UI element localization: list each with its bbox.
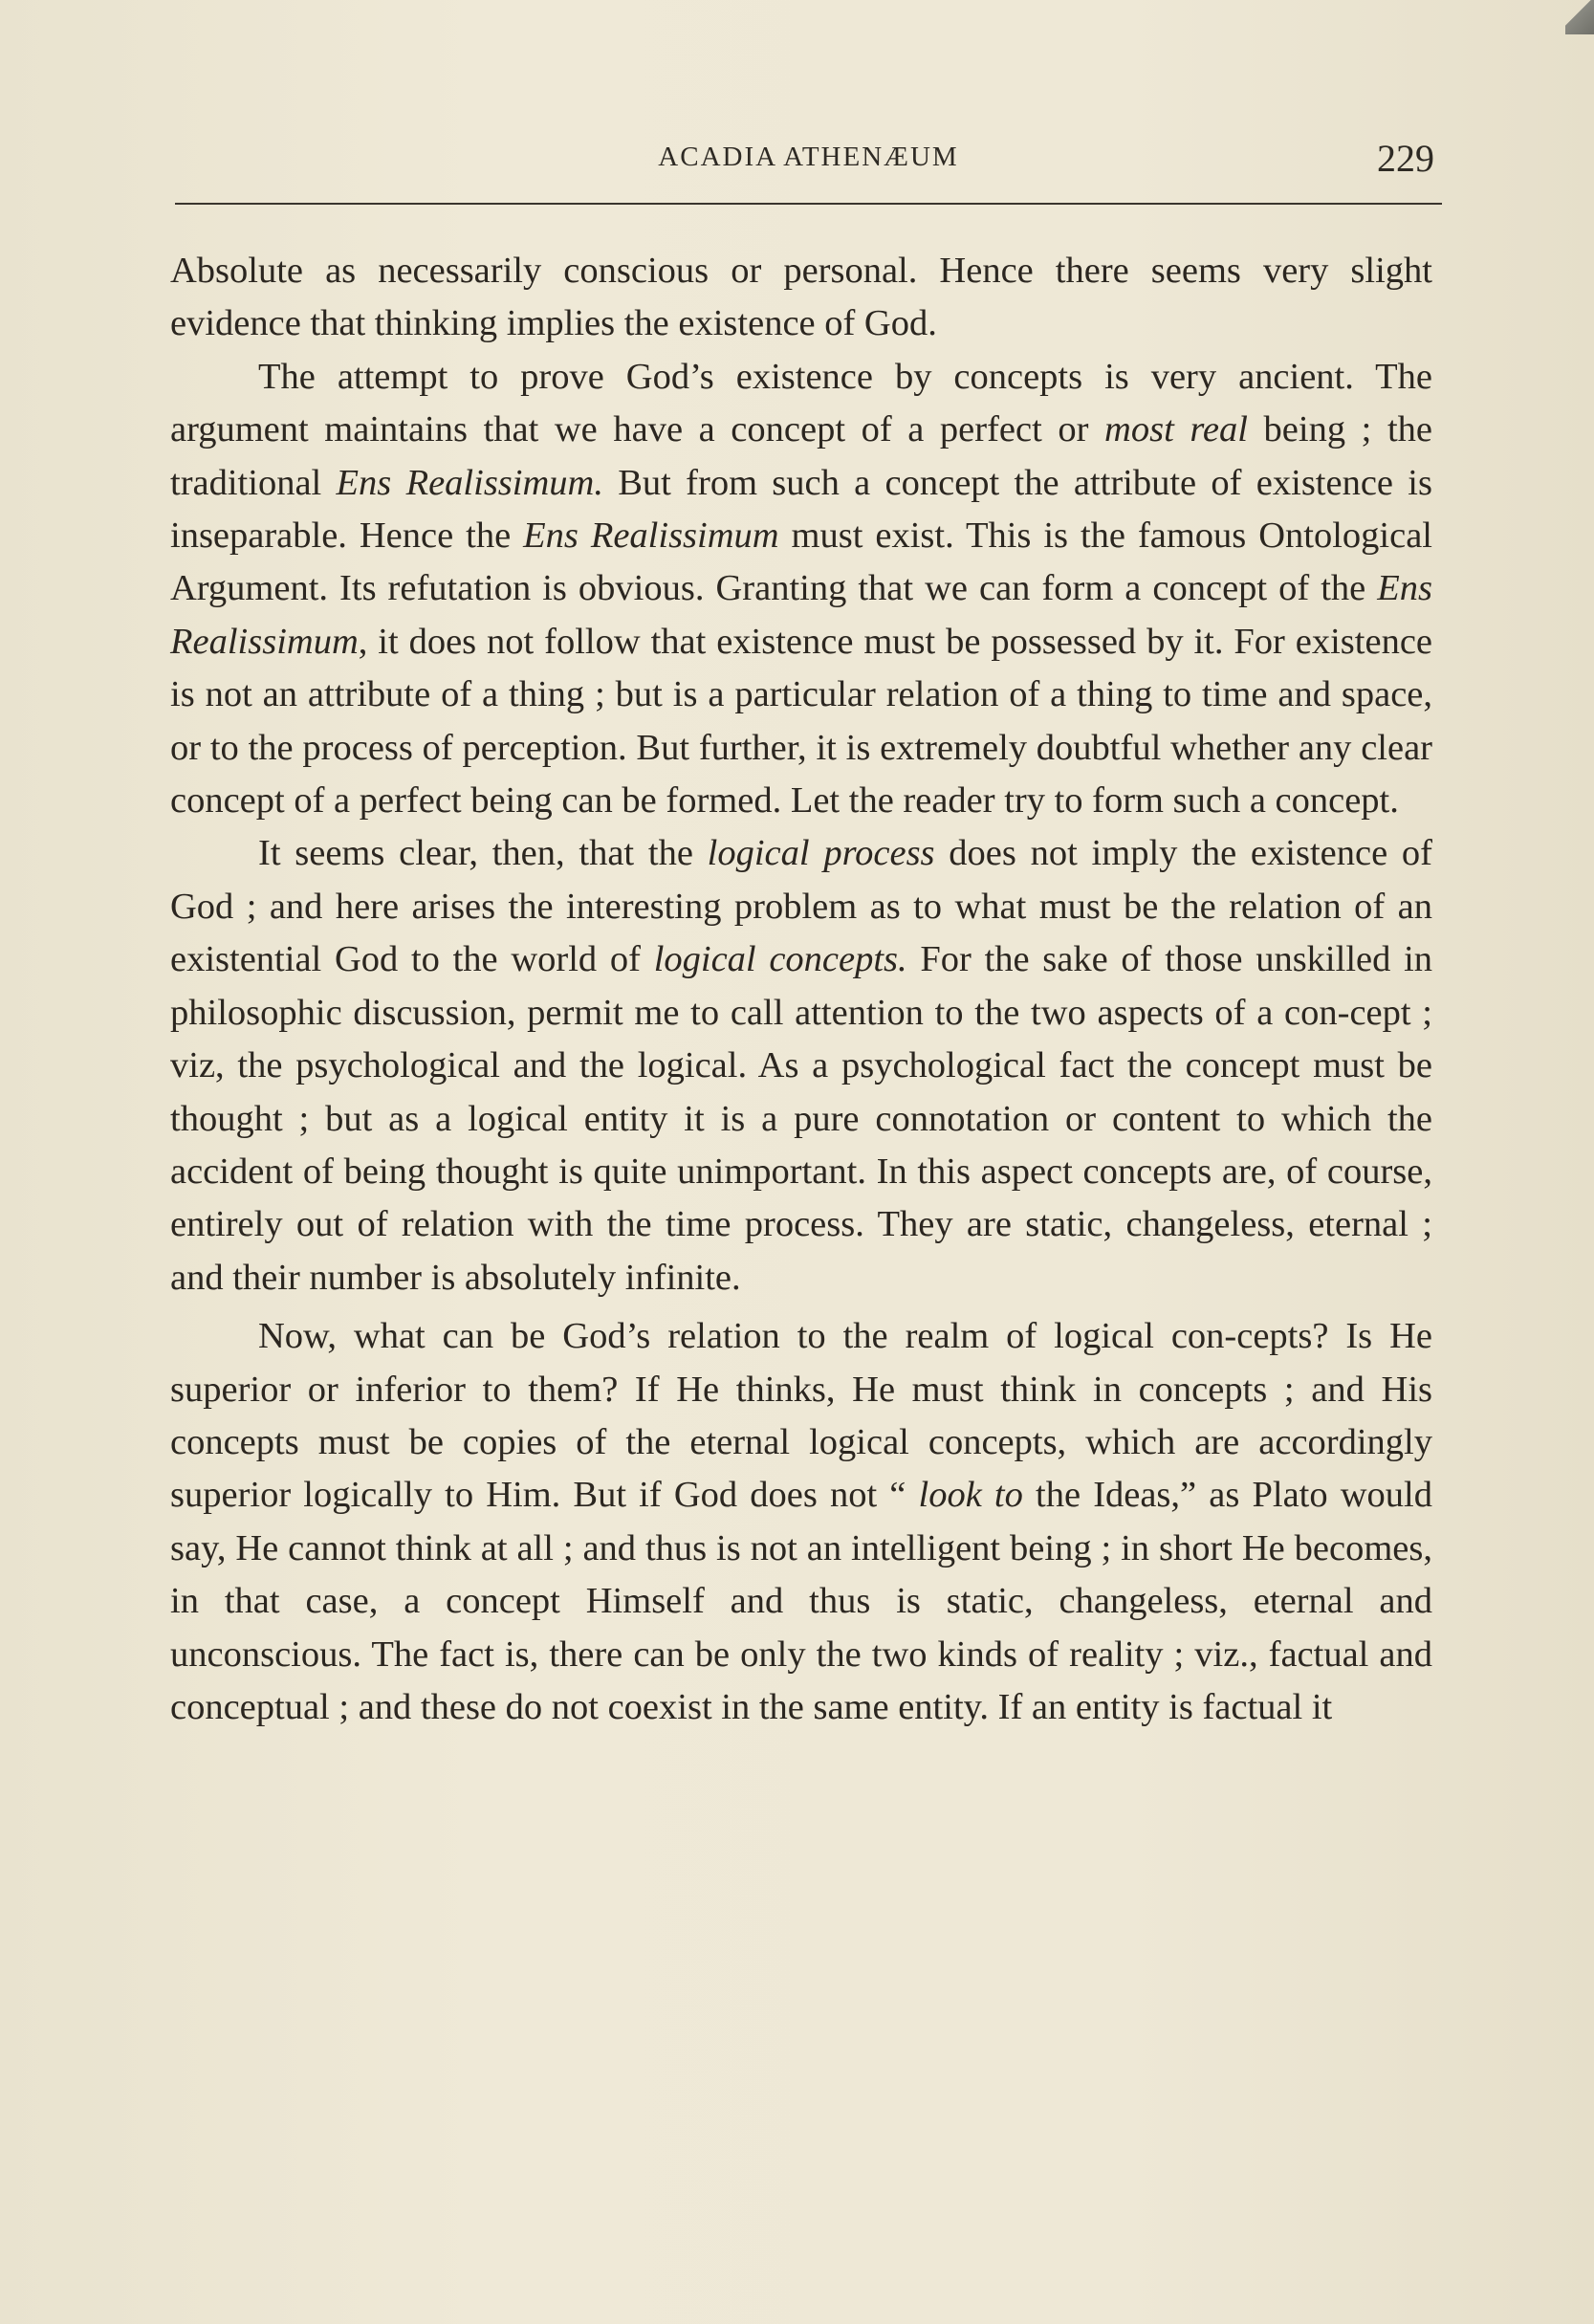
italic-text: logical process (707, 833, 935, 874)
text-run: The attempt to prove God’s existence by concepts is very ancient. The argument maintains that we have a concept of a perfect or (170, 356, 1432, 450)
italic-text: Ens Realissimum. (336, 462, 603, 503)
text-run: the Ideas,” as Plato would say, He cannot think at all ; and thus is not an intelligent being ; in short He becomes, in that case, a concept Himself and thus is static, changeless, eternal and unconscious. The fact is, there can be only the two kinds of reality ; viz., factual and conceptual ; and these do not coexist in the same entity. If an entity is factual it (170, 1475, 1432, 1727)
text-run: must exist. This is the famous Ontological Argument. Its refutation is obvious. Granting that we can form a concept of the (170, 515, 1432, 609)
text-run: Now, what can be God’s relation to the realm of logical con-cepts? Is He superior or inferior to them? If He thinks, He must think in concepts ; and His concepts must be copies of the eternal logical concepts, which are accordingly superior logically to Him. But if God does not “ (170, 1316, 1432, 1516)
italic-text: logical concepts. (653, 939, 907, 980)
text-run: , it does not follow that existence must be possessed by it. For existence is not an attribute of a thing ; but is a particular relation of a thing to time and space, or to the process of perception. But further, it is extremely doubtful whether any clear concept of a perfect being can be formed. Let the reader try to form such a concept. (170, 621, 1432, 822)
italic-text: Ens Realissimum (523, 515, 779, 557)
italic-text: look to (918, 1475, 1023, 1516)
header-rule (175, 203, 1442, 205)
running-head: ACADIA ATHENÆUM (658, 142, 959, 172)
text-run: Absolute as necessarily conscious or personal. Hence there seems very slight evidence that thinking implies the existence of God. (170, 251, 1432, 344)
paragraph (170, 351, 1432, 828)
paragraph (170, 245, 1432, 351)
text-run: For the sake of those unskilled in philosophic discussion, permit me to call attention to the two aspects of a con-cept ; viz, the psychological and the logical. As a psychological fact the concept must be thought ; but as a logical entity it is a pure connotation or content to which the accident of being thought is quite unimportant. In this aspect concepts are, of course, entirely out of relation with the time process. They are static, changeless, eternal ; and their number is absolutely infinite. (170, 939, 1433, 1298)
body-text (170, 245, 1432, 1734)
italic-text: Ens Realissimum (170, 568, 1432, 662)
paragraph (170, 1310, 1432, 1734)
text-run: does not imply the existence of God ; and here arises the interesting problem as to what must be the relation of an existential God to the world of (170, 833, 1432, 980)
text-run: But from such a concept the attribute of existence is inseparable. Hence the (170, 462, 1432, 557)
paragraph (170, 827, 1432, 1305)
text-run: It seems clear, then, that the (258, 833, 708, 874)
page-header (175, 136, 1442, 186)
page-corner-mark (1565, 0, 1594, 34)
page-number: 229 (1377, 137, 1434, 180)
italic-text: most real (1104, 409, 1248, 450)
text-run: being ; the traditional (170, 409, 1432, 503)
